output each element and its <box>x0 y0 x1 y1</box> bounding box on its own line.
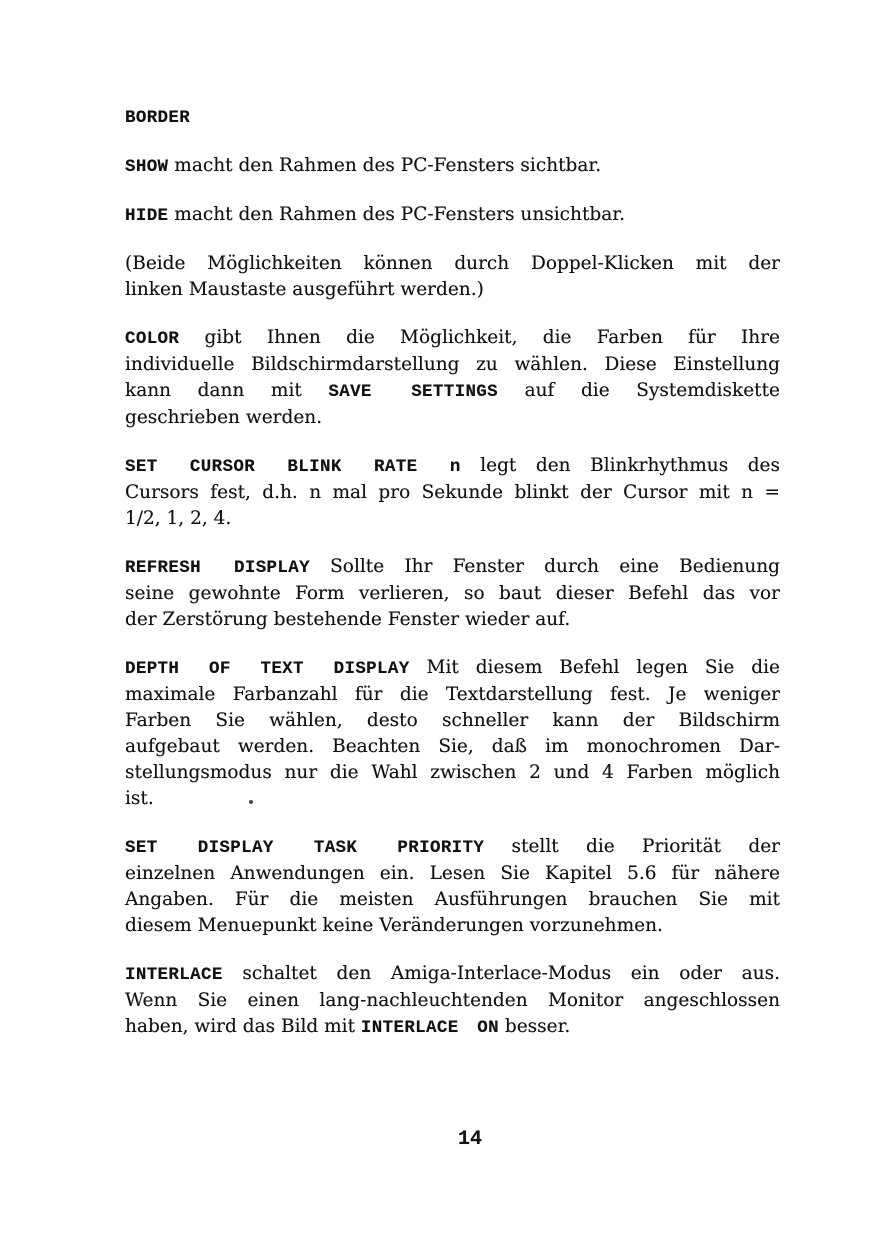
body-text: aufgebaut werden. Beachten Sie, daß im monochromen Dar- <box>125 736 780 757</box>
keyword-text: HIDE <box>125 206 169 226</box>
paragraph <box>125 325 780 431</box>
body-text: maximale Farbanzahl für die Textdarstellung fest. Je weniger <box>125 684 780 705</box>
body-text: Angaben. Für die meisten Ausführungen brauchen Sie mit <box>125 889 780 910</box>
keyword-text: SHOW <box>125 157 169 177</box>
page-content <box>125 104 780 1063</box>
text-line <box>125 887 780 913</box>
body-text: kann dann mit <box>125 380 329 401</box>
paragraph <box>125 251 780 303</box>
body-text: ist. <box>125 788 154 809</box>
body-text: 1/2, 1, 2, 4. <box>125 508 232 529</box>
body-text: macht den Rahmen des PC-Fensters sichtbar. <box>168 155 602 176</box>
body-text: gibt Ihnen die Möglichkeit, die Farben für Ihre <box>179 327 780 348</box>
text-line <box>125 1014 780 1041</box>
body-text: individuelle Bildschirmdarstellung zu wählen. Diese Einstellung <box>125 354 780 375</box>
body-text: einzelnen Anwendungen ein. Lesen Sie Kapitel 5.6 für nähere <box>125 863 780 884</box>
body-text: (Beide Möglichkeiten können durch Doppel-Klicken mit der <box>125 253 780 274</box>
body-text: auf die Systemdiskette <box>498 380 780 401</box>
text-line <box>125 961 780 988</box>
text-line <box>125 325 780 352</box>
text-line <box>125 708 780 734</box>
body-text: Farben Sie wählen, desto schneller kann der Bildschirm <box>125 710 780 731</box>
text-line <box>125 607 780 633</box>
body-text: der Zerstörung bestehende Fenster wieder auf. <box>125 609 571 630</box>
keyword-text: SAVE SETTINGS <box>328 382 499 402</box>
body-text: linken Maustaste ausgeführt werden.) <box>125 279 484 300</box>
text-line <box>125 734 780 760</box>
text-line <box>125 480 780 506</box>
paragraph <box>125 104 780 131</box>
text-line <box>125 352 780 378</box>
body-text: macht den Rahmen des PC-Fensters unsichtbar. <box>168 204 625 225</box>
text-line <box>125 988 780 1014</box>
paragraph <box>125 453 780 532</box>
text-line <box>125 581 780 607</box>
text-line <box>125 682 780 708</box>
body-text: stellt die Priorität der <box>484 836 780 857</box>
text-line <box>125 655 780 682</box>
page-number: 14 <box>457 1128 482 1151</box>
body-text: besser. <box>499 1016 571 1037</box>
text-line <box>125 786 780 812</box>
keyword-text: REFRESH DISPLAY <box>125 558 310 578</box>
text-line <box>125 202 780 229</box>
text-line <box>125 554 780 581</box>
text-line <box>125 453 780 480</box>
body-text: Wenn Sie einen lang-nachleuchtenden Monitor angeschlossen <box>125 990 780 1011</box>
text-line <box>125 834 780 861</box>
keyword-text: INTERLACE ON <box>360 1018 500 1038</box>
paragraph <box>125 554 780 633</box>
keyword-text: DEPTH OF TEXT DISPLAY <box>125 659 410 679</box>
paragraph <box>125 834 780 939</box>
body-text: Sollte Ihr Fenster durch eine Bedienung <box>309 556 780 577</box>
body-text: stellungsmodus nur die Wahl zwischen 2 und 4 Farben möglich <box>125 762 780 783</box>
paragraph <box>125 961 780 1041</box>
body-text: haben, wird das Bild mit <box>125 1016 361 1037</box>
keyword-text: INTERLACE <box>125 965 223 985</box>
text-line <box>125 405 780 431</box>
text-line <box>125 913 780 939</box>
text-line <box>125 861 780 887</box>
keyword-text: SET DISPLAY TASK PRIORITY <box>125 838 485 858</box>
text-line <box>125 153 780 180</box>
paragraph <box>125 153 780 180</box>
body-text: geschrieben werden. <box>125 407 323 428</box>
text-line <box>125 760 780 786</box>
paragraph <box>125 202 780 229</box>
body-text: Mit diesem Befehl legen Sie die <box>409 657 780 678</box>
body-text: schaltet den Amiga-Interlace-Modus ein oder aus. <box>222 963 780 984</box>
body-text: diesem Menuepunkt keine Veränderungen vorzunehmen. <box>125 915 663 936</box>
paragraph <box>125 655 780 812</box>
text-line <box>125 378 780 405</box>
keyword-text: COLOR <box>125 329 180 349</box>
text-line <box>125 506 780 532</box>
body-text: seine gewohnte Form verlieren, so baut dieser Befehl das vor <box>125 583 780 604</box>
text-line <box>125 251 780 277</box>
scan-speck-artifact <box>249 800 253 804</box>
keyword-text: BORDER <box>125 108 191 128</box>
body-text: Cursors fest, d.h. n mal pro Sekunde blinkt der Cursor mit n = <box>125 482 780 503</box>
text-line <box>125 277 780 303</box>
body-text: legt den Blinkrhythmus des <box>460 455 780 476</box>
keyword-text: SET CURSOR BLINK RATE n <box>125 457 461 477</box>
text-line <box>125 104 780 131</box>
